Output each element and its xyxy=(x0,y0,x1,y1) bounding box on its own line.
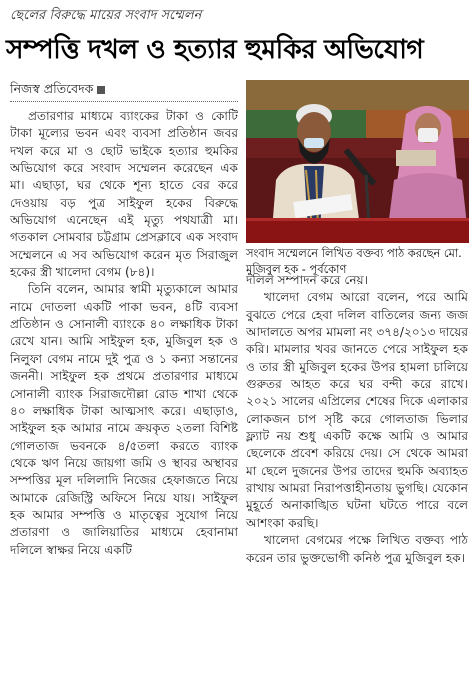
press-photo-illustration xyxy=(246,80,469,243)
press-conference-photo xyxy=(246,80,469,243)
body-paragraph: খালেদা বেগম আরো বলেন, পরে আমি বুঝতে পেরে হেবা দলিল বাতিলের জন্য জজ আদালতে অপর মামলা নং ৩৭৪/২০১৩ দায়ের করি। মামলার খবর জানতে পেরে সাইফুল হক ও তার স্ত্রী মুজিবুল হকের উপর হামলা চালিয়ে গুরুতর আহত করে ঘর বন্দী করে রাখে। ২০২১ সালের এপ্রিলের শেষের দিকে এলাকার লোকজন চাপ সৃষ্টি করে গোলতাজ ভিলার ফ্ল্যাট নয় শুধু একটি কক্ষে আমি ও আমার ছেলেকে প্রবেশ করিয়ে দেয়। সে থেকে আমরা মা ছেলে দুজনের উপর তাদের হুমকি অব্যাহত রাখায় আমরা নিরাপত্তাহীনতায় ভুগছি। যেকোন মুহূর্তে অনাকাঙ্খিত ঘটনা ঘটতে পারে বলে আশংকা করছি। xyxy=(246,290,468,530)
article-body-left-column xyxy=(10,108,238,690)
article-kicker: ছেলের বিরুদ্ধে মায়ের সংবাদ সম্মেলন xyxy=(10,8,202,23)
byline-square-icon xyxy=(97,86,105,94)
article-headline: সম্পত্তি দখল ও হত্যার হুমকির অভিযোগ xyxy=(6,34,424,65)
byline-rule xyxy=(10,101,238,102)
photo-caption: সংবাদ সম্মেলনে লিখিত বক্তব্য পাঠ করছেন মো. মুজিবুল হক - পূর্বকোণ xyxy=(246,246,462,276)
article-byline xyxy=(10,81,105,101)
body-paragraph: খালেদা বেগমের পক্ষে লিখিত বক্তব্য পাঠ করেন তার ভুক্তভোগী কনিষ্ঠ পুত্র মুজিবুল হক। xyxy=(246,533,468,565)
body-paragraph: প্রতারণার মাধ্যমে ব্যাংকের টাকা ও কোটি টাকা মূল্যের ভবন এবং ব্যবসা প্রতিষ্ঠান জবর দখল করে মা ও ছোট ভাইকে হত্যার হুমকির অভিযোগ করে সংবাদ সম্মেলন করেছেন এক মা। এছাড়া, ঘর থেকে শূন্য হাতে বের করে দেওয়ায় বড় পুত্র সাইফুল হকের বিরুদ্ধে অভিযোগ এনেছেন এই মৃত্যু পথযাত্রী মা। গতকাল সোমবার চট্টগ্রাম প্রেসক্লাবে এক সংবাদ সম্মেলনে এ সব অভিযোগ করেন মৃত সিরাজুল হকের স্ত্রী খালেদা বেগম (৮৪)। xyxy=(10,109,238,280)
byline-text: নিজস্ব প্রতিবেদক xyxy=(10,81,94,96)
body-paragraph: দলিল সম্পাদন করে নেয়। xyxy=(246,273,368,287)
article-body-right-column xyxy=(246,272,468,682)
body-paragraph: তিনি বলেন, আমার স্বামী মৃত্যুকালে আমার নামে দোতলা একটি পাকা ভবন, ৪টি ব্যবসা প্রতিষ্ঠান ও সোনালী ব্যাংকে ৪০ লক্ষাধিক টাকা রেখে যান। আমি সাইফুল হক, মুজিবুল হক ও নিলুফা বেগম নামে দুই পুত্র ও ১ কন্যা সন্তানের জননী। সাইফুল হক প্রথমে প্রতারণার মাধ্যমে সোনালী ব্যাংক সিরাজদৌল্লা রোড শাখা থেকে ৪০ লক্ষাধিক টাকা আত্মসাৎ করে। এছাড়াও, সাইফুল হক আমার নামে ক্রয়কৃত ২তলা বিশিষ্ট গোলতাজ ভবনকে ৪/৫তলা করতে ব্যাংক থেকে ঋণ নিয়ে জায়গা জমি ও স্থাবর অস্থাবর সম্পত্তির মূল দলিলাদি নিজের হেফাজতে নিয়ে আমাকে রেজিস্ট্রি অফিসে নিয়ে যায়। সাইফুল হক আমার সম্পত্তি ও মাতৃত্বের সুযোগ নিয়ে প্রতারণা ও জালিয়াতির মাধ্যমে হেবানামা দলিলে স্বাক্ষর নিয়ে একটি xyxy=(10,282,238,557)
